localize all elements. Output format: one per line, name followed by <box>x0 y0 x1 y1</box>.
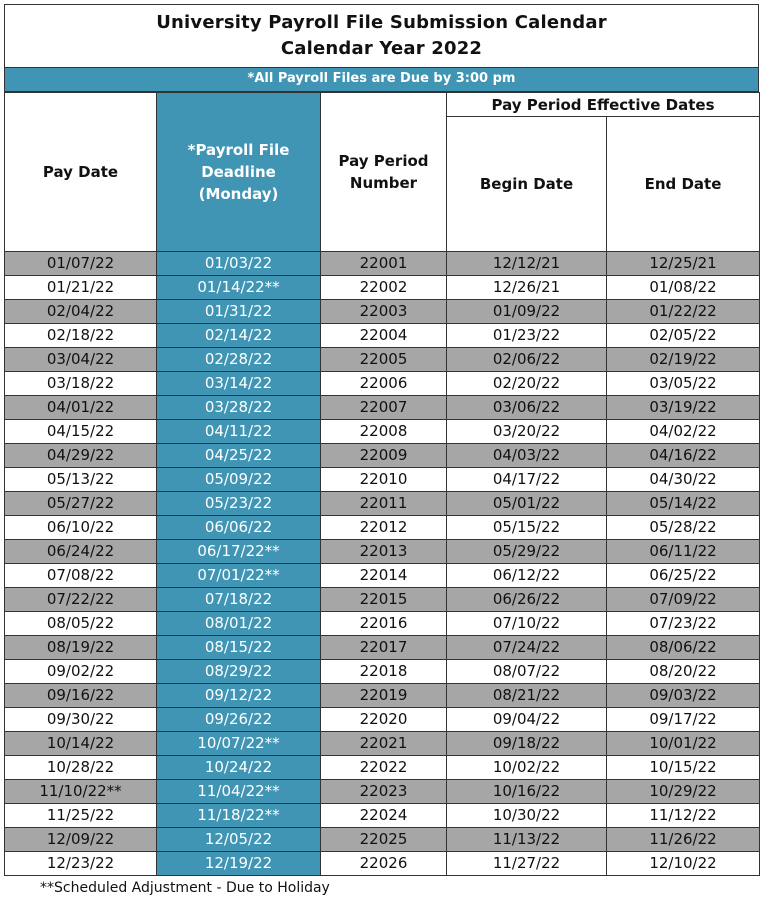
end-date-cell: 12/25/21 <box>607 252 760 276</box>
pay-date-cell: 02/18/22 <box>5 324 157 348</box>
header-pay-period-line-1: Pay Period <box>338 152 429 170</box>
pay-period-number-cell: 22026 <box>321 852 447 876</box>
header-deadline-line-1: *Payroll File <box>187 141 290 159</box>
begin-date-cell: 05/01/22 <box>447 492 607 516</box>
deadline-cell: 05/09/22 <box>157 468 321 492</box>
deadline-cell: 09/26/22 <box>157 708 321 732</box>
begin-date-cell: 06/12/22 <box>447 564 607 588</box>
header-end-date: End Date <box>607 117 760 252</box>
begin-date-cell: 05/15/22 <box>447 516 607 540</box>
header-deadline-line-3: (Monday) <box>198 185 279 203</box>
begin-date-cell: 07/10/22 <box>447 612 607 636</box>
table-row <box>5 276 760 300</box>
table-row <box>5 372 760 396</box>
pay-period-number-cell: 22002 <box>321 276 447 300</box>
begin-date-cell: 04/17/22 <box>447 468 607 492</box>
pay-period-number-cell: 22020 <box>321 708 447 732</box>
pay-date-cell: 08/19/22 <box>5 636 157 660</box>
begin-date-cell: 10/02/22 <box>447 756 607 780</box>
deadline-cell: 01/14/22** <box>157 276 321 300</box>
end-date-cell: 02/05/22 <box>607 324 760 348</box>
end-date-cell: 01/08/22 <box>607 276 760 300</box>
end-date-cell: 11/12/22 <box>607 804 760 828</box>
begin-date-cell: 12/26/21 <box>447 276 607 300</box>
table-row <box>5 636 760 660</box>
begin-date-cell: 05/29/22 <box>447 540 607 564</box>
table-row <box>5 588 760 612</box>
pay-date-cell: 12/23/22 <box>5 852 157 876</box>
deadline-cell: 12/19/22 <box>157 852 321 876</box>
pay-date-cell: 03/04/22 <box>5 348 157 372</box>
header-pay-period <box>321 93 447 252</box>
begin-date-cell: 12/12/21 <box>447 252 607 276</box>
deadline-cell: 10/24/22 <box>157 756 321 780</box>
deadline-cell: 04/11/22 <box>157 420 321 444</box>
header-begin-date: Begin Date <box>447 117 607 252</box>
table-row <box>5 540 760 564</box>
table-row <box>5 708 760 732</box>
begin-date-cell: 10/30/22 <box>447 804 607 828</box>
header-deadline-line-2: Deadline <box>201 163 276 181</box>
end-date-cell: 03/19/22 <box>607 396 760 420</box>
pay-date-cell: 04/15/22 <box>5 420 157 444</box>
end-date-cell: 04/16/22 <box>607 444 760 468</box>
table-row <box>5 348 760 372</box>
deadline-cell: 08/15/22 <box>157 636 321 660</box>
pay-date-cell: 01/21/22 <box>5 276 157 300</box>
table-row <box>5 516 760 540</box>
end-date-cell: 04/02/22 <box>607 420 760 444</box>
pay-period-number-cell: 22009 <box>321 444 447 468</box>
title-line-1: University Payroll File Submission Calendar <box>156 12 607 33</box>
begin-date-cell: 01/23/22 <box>447 324 607 348</box>
pay-period-number-cell: 22016 <box>321 612 447 636</box>
due-notice: *All Payroll Files are Due by 3:00 pm <box>4 68 759 92</box>
pay-period-number-cell: 22014 <box>321 564 447 588</box>
deadline-cell: 03/28/22 <box>157 396 321 420</box>
table-row <box>5 852 760 876</box>
pay-period-number-cell: 22011 <box>321 492 447 516</box>
end-date-cell: 07/23/22 <box>607 612 760 636</box>
pay-date-cell: 06/10/22 <box>5 516 157 540</box>
end-date-cell: 05/14/22 <box>607 492 760 516</box>
pay-period-number-cell: 22004 <box>321 324 447 348</box>
begin-date-cell: 11/13/22 <box>447 828 607 852</box>
pay-period-number-cell: 22018 <box>321 660 447 684</box>
begin-date-cell: 03/06/22 <box>447 396 607 420</box>
pay-date-cell: 12/09/22 <box>5 828 157 852</box>
end-date-cell: 10/01/22 <box>607 732 760 756</box>
payroll-calendar <box>4 4 759 876</box>
deadline-cell: 09/12/22 <box>157 684 321 708</box>
pay-period-number-cell: 22015 <box>321 588 447 612</box>
table-row <box>5 324 760 348</box>
pay-date-cell: 05/27/22 <box>5 492 157 516</box>
pay-period-number-cell: 22022 <box>321 756 447 780</box>
title-box <box>4 4 759 68</box>
header-effective-dates: Pay Period Effective Dates <box>447 93 760 117</box>
pay-date-cell: 01/07/22 <box>5 252 157 276</box>
pay-date-cell: 07/22/22 <box>5 588 157 612</box>
pay-date-cell: 09/30/22 <box>5 708 157 732</box>
deadline-cell: 02/28/22 <box>157 348 321 372</box>
end-date-cell: 05/28/22 <box>607 516 760 540</box>
pay-date-cell: 09/16/22 <box>5 684 157 708</box>
end-date-cell: 11/26/22 <box>607 828 760 852</box>
begin-date-cell: 06/26/22 <box>447 588 607 612</box>
pay-date-cell: 07/08/22 <box>5 564 157 588</box>
end-date-cell: 08/06/22 <box>607 636 760 660</box>
table-row <box>5 396 760 420</box>
deadline-cell: 01/31/22 <box>157 300 321 324</box>
end-date-cell: 06/11/22 <box>607 540 760 564</box>
pay-date-cell: 04/29/22 <box>5 444 157 468</box>
deadline-cell: 10/07/22** <box>157 732 321 756</box>
pay-period-number-cell: 22006 <box>321 372 447 396</box>
end-date-cell: 08/20/22 <box>607 660 760 684</box>
header-deadline <box>157 93 321 252</box>
deadline-cell: 04/25/22 <box>157 444 321 468</box>
pay-period-number-cell: 22021 <box>321 732 447 756</box>
deadline-cell: 07/01/22** <box>157 564 321 588</box>
pay-period-number-cell: 22001 <box>321 252 447 276</box>
table-row <box>5 804 760 828</box>
table-row <box>5 492 760 516</box>
begin-date-cell: 02/20/22 <box>447 372 607 396</box>
begin-date-cell: 08/07/22 <box>447 660 607 684</box>
pay-date-cell: 10/28/22 <box>5 756 157 780</box>
begin-date-cell: 08/21/22 <box>447 684 607 708</box>
deadline-cell: 07/18/22 <box>157 588 321 612</box>
table-row <box>5 756 760 780</box>
deadline-cell: 11/18/22** <box>157 804 321 828</box>
table-row <box>5 732 760 756</box>
end-date-cell: 06/25/22 <box>607 564 760 588</box>
table-row <box>5 780 760 804</box>
table-row <box>5 420 760 444</box>
pay-period-number-cell: 22012 <box>321 516 447 540</box>
pay-date-cell: 09/02/22 <box>5 660 157 684</box>
begin-date-cell: 04/03/22 <box>447 444 607 468</box>
table-row <box>5 468 760 492</box>
pay-period-number-cell: 22019 <box>321 684 447 708</box>
pay-date-cell: 02/04/22 <box>5 300 157 324</box>
table-row <box>5 660 760 684</box>
begin-date-cell: 03/20/22 <box>447 420 607 444</box>
end-date-cell: 02/19/22 <box>607 348 760 372</box>
pay-date-cell: 03/18/22 <box>5 372 157 396</box>
end-date-cell: 04/30/22 <box>607 468 760 492</box>
deadline-cell: 01/03/22 <box>157 252 321 276</box>
title-line-2: Calendar Year 2022 <box>280 38 483 59</box>
pay-date-cell: 08/05/22 <box>5 612 157 636</box>
pay-date-cell: 11/25/22 <box>5 804 157 828</box>
pay-date-cell: 04/01/22 <box>5 396 157 420</box>
pay-period-number-cell: 22025 <box>321 828 447 852</box>
pay-period-number-cell: 22017 <box>321 636 447 660</box>
begin-date-cell: 09/18/22 <box>447 732 607 756</box>
calendar-rows <box>5 252 760 876</box>
begin-date-cell: 01/09/22 <box>447 300 607 324</box>
deadline-cell: 08/29/22 <box>157 660 321 684</box>
deadline-cell: 11/04/22** <box>157 780 321 804</box>
table-row <box>5 828 760 852</box>
begin-date-cell: 10/16/22 <box>447 780 607 804</box>
table-row <box>5 444 760 468</box>
pay-period-number-cell: 22003 <box>321 300 447 324</box>
table-row <box>5 252 760 276</box>
pay-date-cell: 06/24/22 <box>5 540 157 564</box>
table-row <box>5 300 760 324</box>
end-date-cell: 10/29/22 <box>607 780 760 804</box>
pay-period-number-cell: 22007 <box>321 396 447 420</box>
end-date-cell: 07/09/22 <box>607 588 760 612</box>
pay-date-cell: 11/10/22** <box>5 780 157 804</box>
deadline-cell: 05/23/22 <box>157 492 321 516</box>
pay-period-number-cell: 22005 <box>321 348 447 372</box>
deadline-cell: 02/14/22 <box>157 324 321 348</box>
pay-date-cell: 05/13/22 <box>5 468 157 492</box>
footnote: **Scheduled Adjustment - Due to Holiday <box>40 880 330 896</box>
begin-date-cell: 02/06/22 <box>447 348 607 372</box>
end-date-cell: 12/10/22 <box>607 852 760 876</box>
deadline-cell: 08/01/22 <box>157 612 321 636</box>
end-date-cell: 01/22/22 <box>607 300 760 324</box>
end-date-cell: 10/15/22 <box>607 756 760 780</box>
header-pay-date: Pay Date <box>5 93 157 252</box>
pay-date-cell: 10/14/22 <box>5 732 157 756</box>
table-row <box>5 612 760 636</box>
end-date-cell: 03/05/22 <box>607 372 760 396</box>
pay-period-number-cell: 22013 <box>321 540 447 564</box>
deadline-cell: 06/17/22** <box>157 540 321 564</box>
table-row <box>5 684 760 708</box>
table-row <box>5 564 760 588</box>
pay-period-number-cell: 22023 <box>321 780 447 804</box>
begin-date-cell: 07/24/22 <box>447 636 607 660</box>
pay-period-number-cell: 22024 <box>321 804 447 828</box>
pay-period-number-cell: 22010 <box>321 468 447 492</box>
calendar-table <box>4 92 760 876</box>
end-date-cell: 09/03/22 <box>607 684 760 708</box>
begin-date-cell: 11/27/22 <box>447 852 607 876</box>
header-pay-period-line-2: Number <box>349 174 418 192</box>
end-date-cell: 09/17/22 <box>607 708 760 732</box>
deadline-cell: 12/05/22 <box>157 828 321 852</box>
pay-period-number-cell: 22008 <box>321 420 447 444</box>
begin-date-cell: 09/04/22 <box>447 708 607 732</box>
deadline-cell: 03/14/22 <box>157 372 321 396</box>
deadline-cell: 06/06/22 <box>157 516 321 540</box>
